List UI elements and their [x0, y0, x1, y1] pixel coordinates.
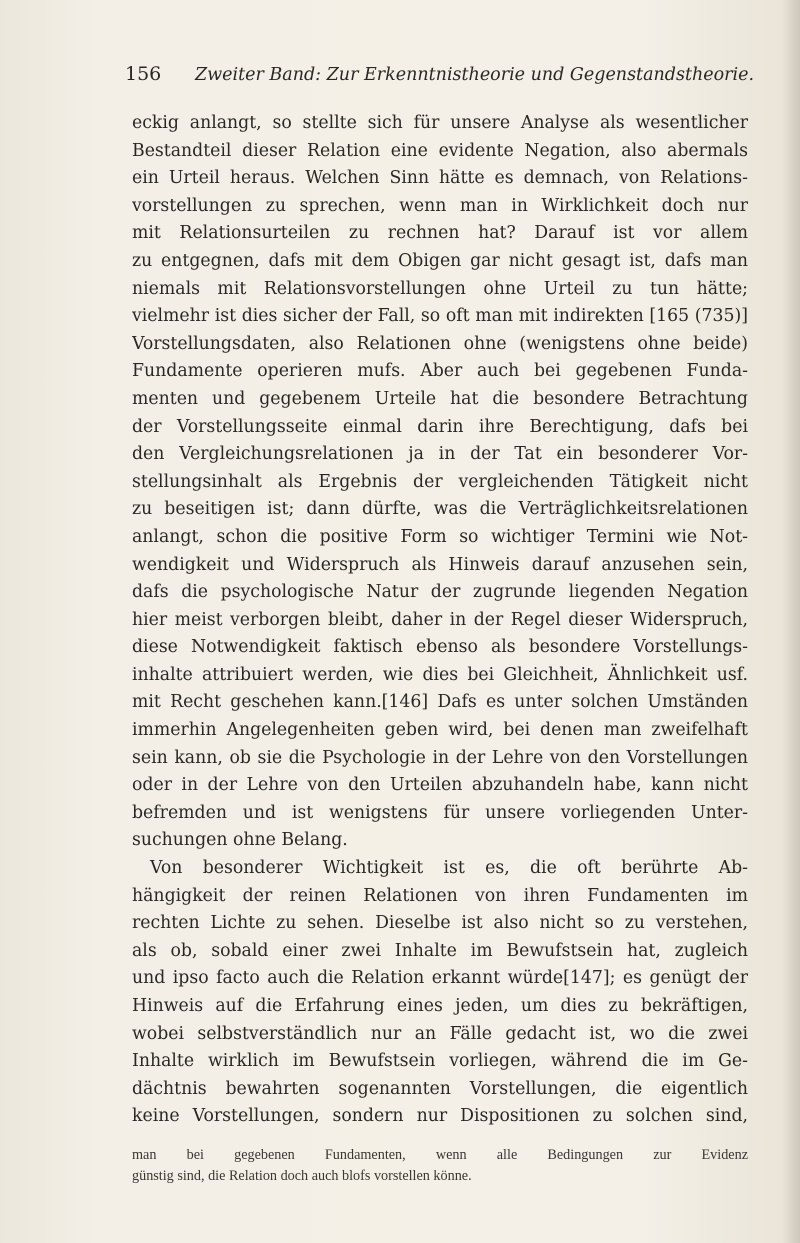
footnote-line: günstig sind, die Relation doch auch blofs vorstellen könne. — [132, 1168, 472, 1184]
text-line: Vorstellungsdaten, also Relationen ohne (wenigstens ohne beide) — [132, 333, 748, 354]
text-line: befremden und ist wenigstens für unsere vorliegenden Unter- — [132, 802, 748, 823]
text-line: Bestandteil dieser Relation eine evidente Negation, also abermals — [132, 140, 748, 161]
text-line: eckig anlangt, so stellte sich für unsere Analyse als wesentlicher — [132, 113, 748, 133]
text-line: anlangt, schon die positive Form so wichtiger Termini wie Not- — [132, 526, 748, 547]
footnote-line: man bei gegebenen Fundamenten, wenn alle Bedingungen zur Evidenz — [132, 1147, 748, 1163]
text-line: vielmehr ist dies sicher der Fall, so oft man mit indirekten [165 (735)] — [132, 306, 748, 327]
text-line: ein Urteil heraus. Welchen Sinn hätte es demnach, von Relations- — [132, 168, 748, 189]
text-line: keine Vorstellungen, sondern nur Dispositionen zu solchen sind, — [132, 1106, 748, 1127]
text-line: niemals mit Relationsvorstellungen ohne Urteil zu tun hätte; — [132, 278, 748, 299]
main-text — [132, 110, 748, 1131]
text-line: Fundamente operieren mufs. Aber auch bei gegebenen Funda- — [132, 361, 748, 382]
text-line: wendigkeit und Widerspruch als Hinweis darauf anzusehen sein, — [132, 554, 748, 575]
paragraph-end-line: suchungen ohne Belang. — [132, 830, 348, 851]
page-number: 156 — [125, 63, 162, 85]
text-line: sein kann, ob sie die Psychologie in der Lehre von den Vorstellungen — [132, 747, 748, 768]
text-line: hängigkeit der reinen Relationen von ihren Fundamenten im — [132, 885, 748, 906]
text-line: diese Notwendigkeit faktisch ebenso als besondere Vorstellungs- — [132, 637, 748, 658]
text-line: zu entgegnen, dafs mit dem Obigen gar nicht gesagt ist, dafs man — [132, 250, 748, 271]
text-line: mit Relationsurteilen zu rechnen hat? Darauf ist vor allem — [132, 223, 748, 244]
text-line: vorstellungen zu sprechen, wenn man in Wirklichkeit doch nur — [132, 195, 748, 216]
text-line: dafs die psychologische Natur der zugrunde liegenden Negation — [132, 582, 748, 603]
text-line: hier meist verborgen bleibt, daher in der Regel dieser Widerspruch, — [132, 609, 748, 630]
text-line: inhalte attribuiert werden, wie dies bei Gleichheit, Ähnlichkeit usf. — [132, 664, 748, 685]
text-line: zu beseitigen ist; dann dürfte, was die Verträglichkeitsrelationen — [132, 499, 748, 520]
text-line: der Vorstellungsseite einmal darin ihre Berechtigung, dafs bei — [132, 416, 748, 437]
text-line: immerhin Angelegenheiten geben wird, bei denen man zweifelhaft — [132, 720, 748, 741]
footnote — [132, 1145, 748, 1187]
text-line: Hinweis auf die Erfahrung eines jeden, um dies zu bekräftigen, — [132, 996, 748, 1016]
running-title: Zweiter Band: Zur Erkenntnistheorie und Gegenstandstheorie. — [195, 65, 755, 85]
text-line: rechten Lichte zu sehen. Dieselbe ist also nicht so zu verstehen, — [132, 913, 748, 934]
text-line: den Vergleichungsrelationen ja in der Tat ein besonderer Vor- — [132, 444, 748, 465]
text-line: stellungsinhalt als Ergebnis der vergleichenden Tätigkeit nicht — [132, 471, 748, 492]
text-line: oder in der Lehre von den Urteilen abzuhandeln habe, kann nicht — [132, 775, 748, 796]
paragraph-start-line: Von besonderer Wichtigkeit ist es, die oft berührte Ab- — [150, 858, 748, 879]
text-line: und ipso facto auch die Relation erkannt würde[147]; es genügt der — [132, 968, 748, 989]
running-header — [125, 60, 755, 89]
text-line: dächtnis bewahrten sogenannten Vorstellungen, die eigentlich — [132, 1078, 748, 1099]
text-line: wobei selbstverständlich nur an Fälle gedacht ist, wo die zwei — [132, 1023, 748, 1044]
text-line: menten und gegebenem Urteile hat die besondere Betrachtung — [132, 388, 748, 409]
text-line: Inhalte wirklich im Bewufstsein vorliegen, während die im Ge- — [132, 1051, 748, 1072]
text-line: als ob, sobald einer zwei Inhalte im Bewufstsein hat, zugleich — [132, 940, 748, 961]
text-line: mit Recht geschehen kann.[146] Dafs es unter solchen Umständen — [132, 692, 748, 713]
page-edge-shadow — [782, 0, 800, 1243]
